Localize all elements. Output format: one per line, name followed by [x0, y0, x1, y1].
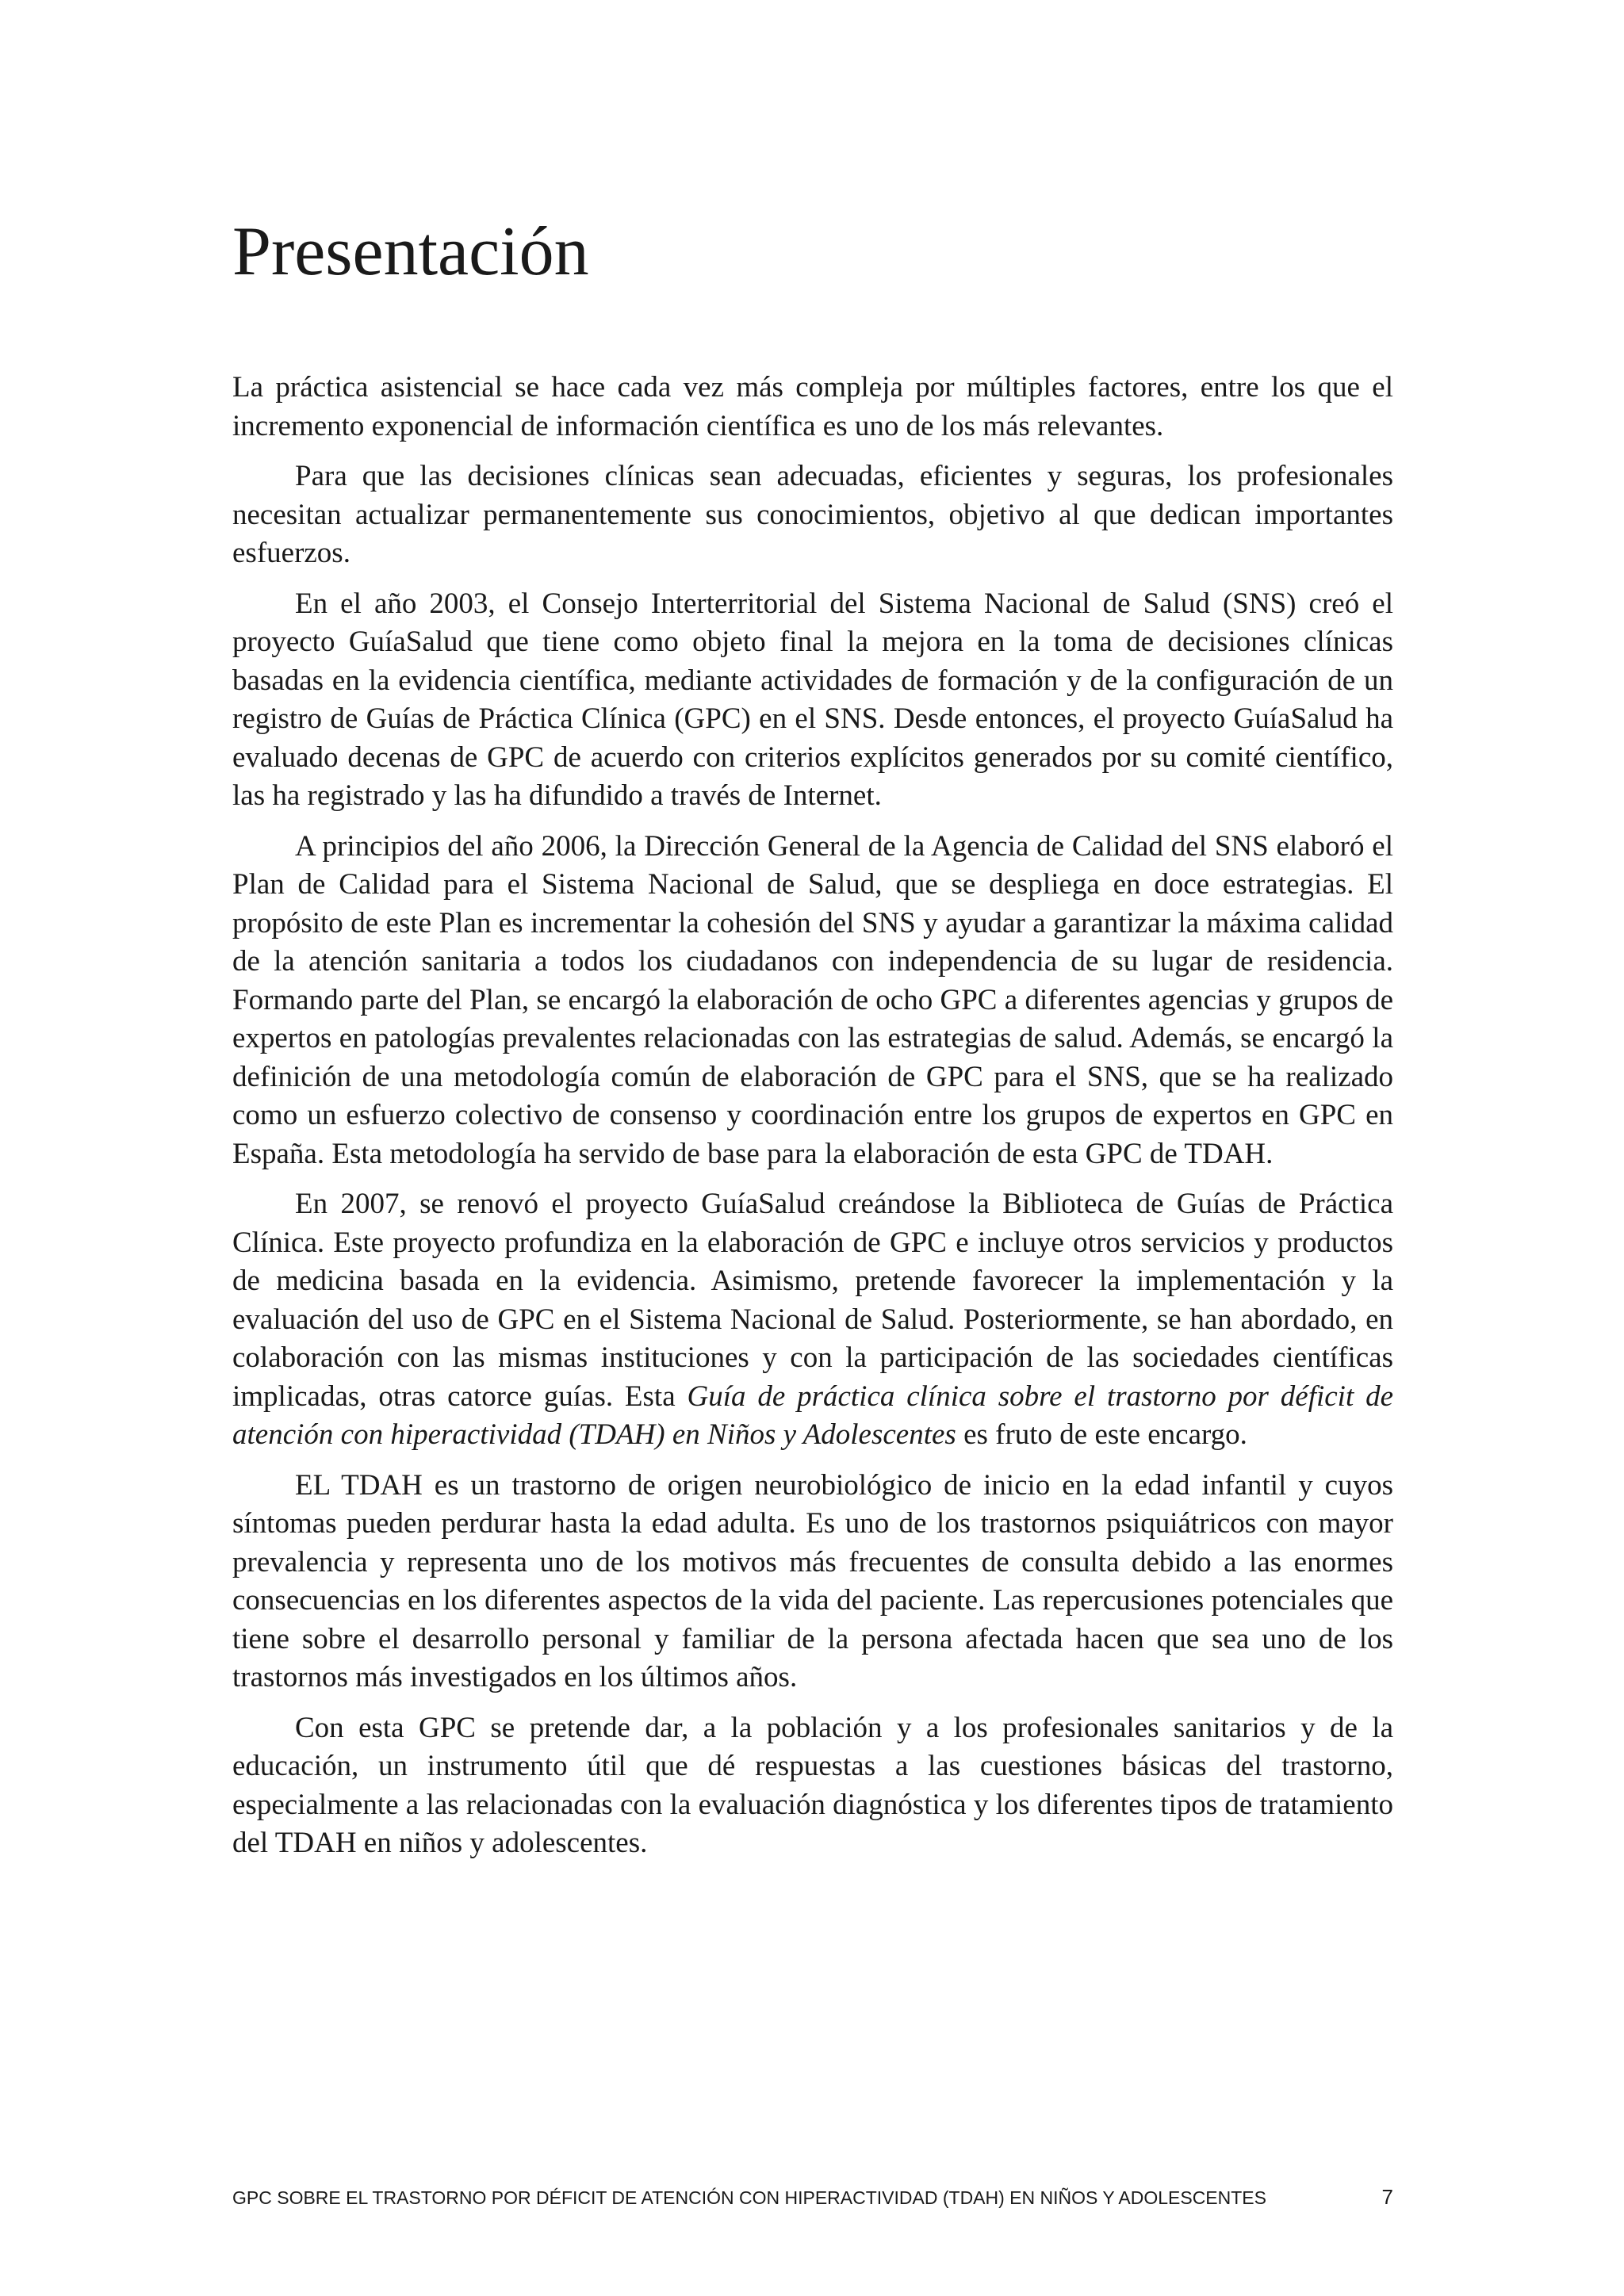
paragraph-2: Para que las decisiones clínicas sean adecuadas, eficientes y seguras, los profesionales necesitan actualizar permanentemente sus conocimientos, objetivo al que dedican importantes esfuerzos.	[232, 460, 1393, 569]
page-footer	[232, 2185, 1393, 2210]
paragraph-1: La práctica asistencial se hace cada vez más compleja por múltiples factores, entre los que el incremento exponencial de información científica es uno de los más relevantes.	[232, 371, 1393, 442]
paragraph-7: Con esta GPC se pretende dar, a la población y a los profesionales sanitarios y de la educación, un instrumento útil que dé respuestas a las cuestiones básicas del trastorno, especialmente a las relacionadas con la evaluación diagnóstica y los diferentes tipos de tratamiento del TDAH en niños y adolescentes.	[232, 1711, 1394, 1859]
paragraph-4: A principios del año 2006, la Dirección General de la Agencia de Calidad del SNS elaboró el Plan de Calidad para el Sistema Nacional de Salud, que se despliega en doce estrategias. El propósito de este Plan es incrementar la cohesión del SNS y ayudar a garantizar la máxima calidad de la atención sanitaria a todos los ciudadanos con independencia de su lugar de residencia. Formando parte del Plan, se encargó la elaboración de ocho GPC a diferentes agencias y grupos de expertos en patologías prevalentes relacionadas con las estrategias de salud. Además, se encargó la definición de una metodología común de elaboración de GPC para el SNS, que se ha realizado como un esfuerzo colectivo de consenso y coordinación entre los grupos de expertos en GPC en España. Esta metodología ha servido de base para la elaboración de esta GPC de TDAH.	[232, 829, 1393, 1170]
running-footer-title: GPC SOBRE EL TRASTORNO POR DÉFICIT DE ATENCIÓN CON HIPERACTIVIDAD (TDAH) EN NIÑOS Y ADOLESCENTES	[232, 2187, 1266, 2208]
paragraph-5-text-end: es fruto de este encargo.	[956, 1418, 1247, 1451]
guide-title-italic: Guía de práctica clínica sobre el trastorno por déficit de atención con hiperactividad (TDAH) en Niños y Adolescentes	[232, 1380, 1393, 1451]
paragraph-6: EL TDAH es un trastorno de origen neurobiológico de inicio en la edad infantil y cuyos síntomas pueden perdurar hasta la edad adulta. Es uno de los trastornos psiquiátricos con mayor prevalencia y representa uno de los motivos más frecuentes de consulta debido a las enormes consecuencias en los diferentes aspectos de la vida del paciente. Las repercusiones potenciales que tiene sobre el desarrollo personal y familiar de la persona afectada hacen que sea uno de los trastornos más investigados en los últimos años.	[232, 1468, 1393, 1693]
page-number: 7	[1381, 2185, 1393, 2209]
paragraph-5	[232, 1185, 1393, 1455]
paragraph-3: En el año 2003, el Consejo Interterritorial del Sistema Nacional de Salud (SNS) creó el proyecto GuíaSalud que tiene como objeto final la mejora en la toma de decisiones clínicas basadas en la evidencia científica, mediante actividades de formación y de la configuración de un registro de Guías de Práctica Clínica (GPC) en el SNS. Desde entonces, el proyecto GuíaSalud ha evaluado decenas de GPC de acuerdo con criterios explícitos generados por su comité científico, las ha registrado y las ha difundido a través de Internet.	[232, 587, 1393, 812]
page-title: Presentación	[232, 213, 589, 290]
body-text	[232, 369, 1393, 1875]
paragraph-5-text-start: En 2007, se renovó el proyecto GuíaSalud creándose la Biblioteca de Guías de Práctica Clínica. Este proyecto profundiza en la elaboración de GPC e incluye otros servicios y productos de medicina basada en la evidencia. Asimismo, pretende favorecer la implementación y la evaluación del uso de GPC en el Sistema Nacional de Salud. Posteriormente, se han abordado, en colaboración con las mismas instituciones y con la participación de las sociedades científicas implicadas, otras catorce guías. Esta	[232, 1188, 1393, 1413]
